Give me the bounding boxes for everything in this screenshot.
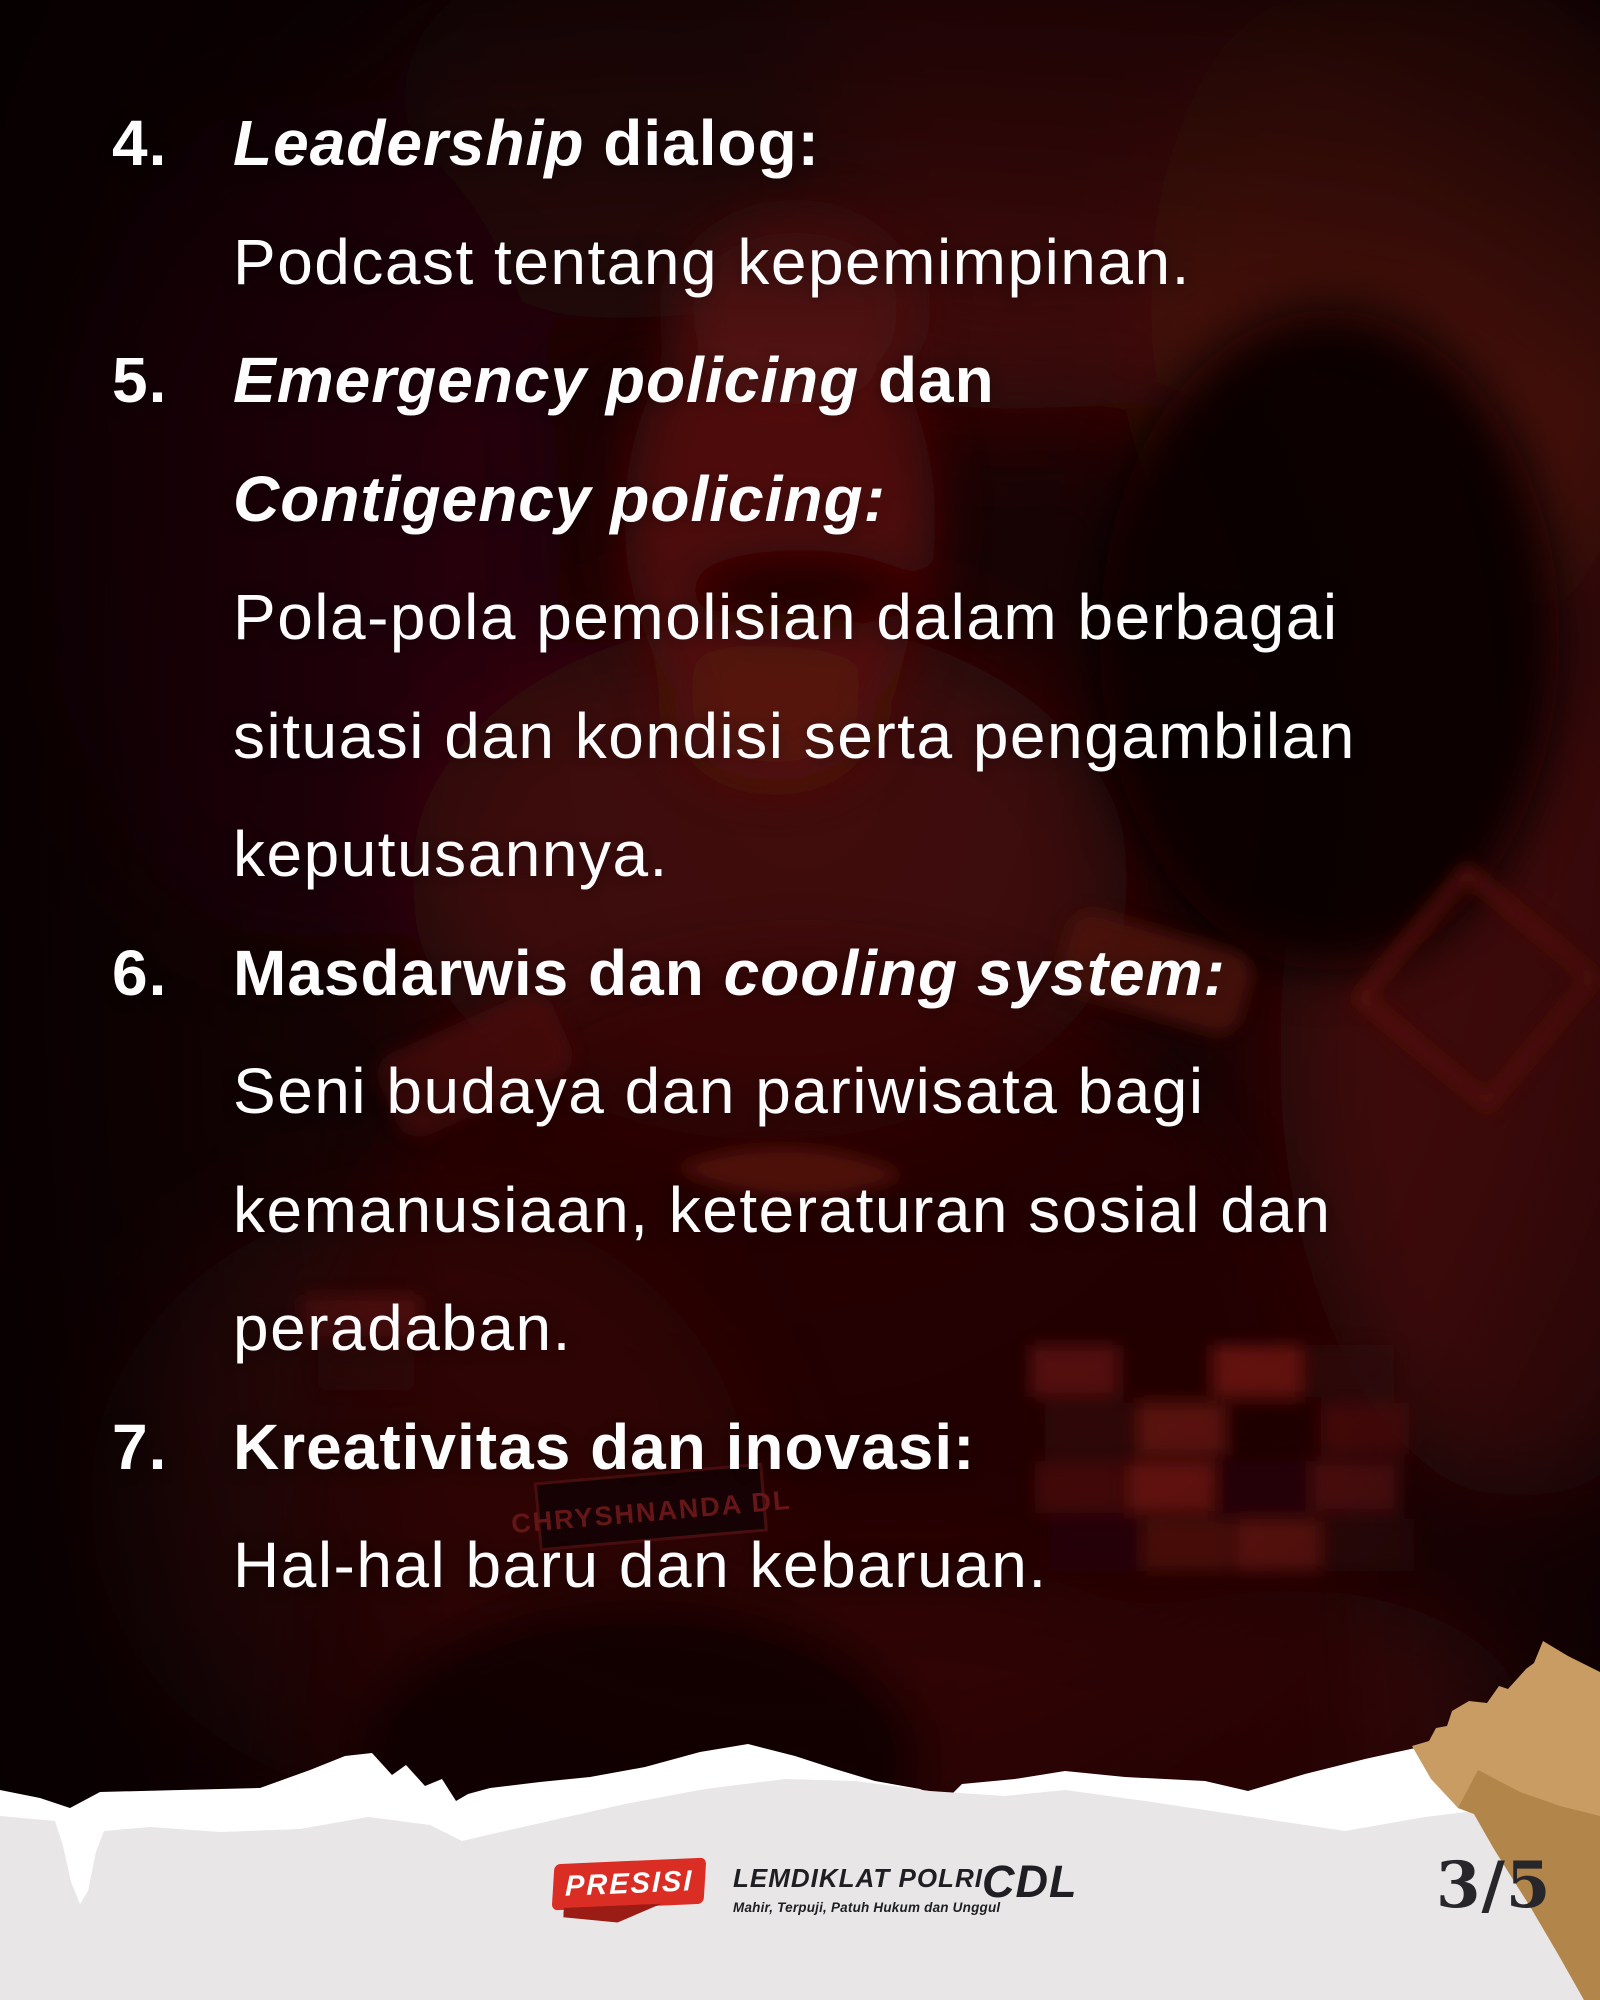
description-text: situasi dan kondisi serta pengambilan — [233, 699, 1356, 772]
lemdiklat-logo — [733, 1863, 1000, 1915]
lemdiklat-tagline: Mahir, Terpuji, Patuh Hukum dan Unggul — [733, 1900, 1001, 1915]
presisi-logo — [552, 1858, 707, 1911]
list-item-4-heading — [0, 84, 1600, 203]
list-item-6-description — [0, 1151, 1600, 1270]
item-number: 4. — [112, 107, 168, 180]
description-text: peradaban. — [233, 1292, 572, 1365]
presisi-logo-text: PRESISI — [564, 1864, 694, 1903]
list-item-7-description — [0, 1506, 1600, 1625]
description-text: Pola-pola pemolisian dalam berbagai — [233, 581, 1339, 654]
description-text: keputusannya. — [233, 818, 669, 891]
description-text: Podcast tentang kepemimpinan. — [233, 225, 1191, 298]
item-number: 6. — [112, 936, 168, 1009]
list-item-4-description — [0, 203, 1600, 322]
list-item-6-description — [0, 1269, 1600, 1388]
cdl-logo: CDL — [982, 1856, 1078, 1907]
item-number: 5. — [112, 344, 168, 417]
heading-rest: Masdarwis dan — [233, 936, 724, 1009]
list-item-6-heading — [0, 914, 1600, 1033]
description-text: Seni budaya dan pariwisata bagi — [233, 1055, 1205, 1128]
item-number: 7. — [112, 1410, 168, 1483]
heading-rest: dan — [859, 344, 995, 417]
list-item-5-heading-2 — [0, 440, 1600, 559]
heading-term: cooling system: — [723, 936, 1226, 1009]
list-item-6-description — [0, 1032, 1600, 1151]
heading-rest: Kreativitas dan inovasi: — [233, 1410, 976, 1483]
heading-rest: dialog: — [584, 107, 820, 180]
heading-term: Contigency policing: — [233, 462, 886, 535]
list-item-5-description — [0, 558, 1600, 677]
list-item-5-description — [0, 795, 1600, 914]
heading-term: Emergency policing — [233, 344, 860, 417]
list-item-5-heading — [0, 321, 1600, 440]
list-item-5-description — [0, 677, 1600, 796]
page-number: 3/5 — [1436, 1848, 1552, 1923]
description-text: Hal-hal baru dan kebaruan. — [233, 1529, 1048, 1602]
description-text: kemanusiaan, keteraturan sosial dan — [233, 1173, 1332, 1246]
numbered-list — [0, 84, 1600, 1625]
list-item-7-heading — [0, 1388, 1600, 1507]
lemdiklat-title: LEMDIKLAT POLRI — [733, 1863, 983, 1893]
heading-term: Leadership — [233, 107, 585, 180]
